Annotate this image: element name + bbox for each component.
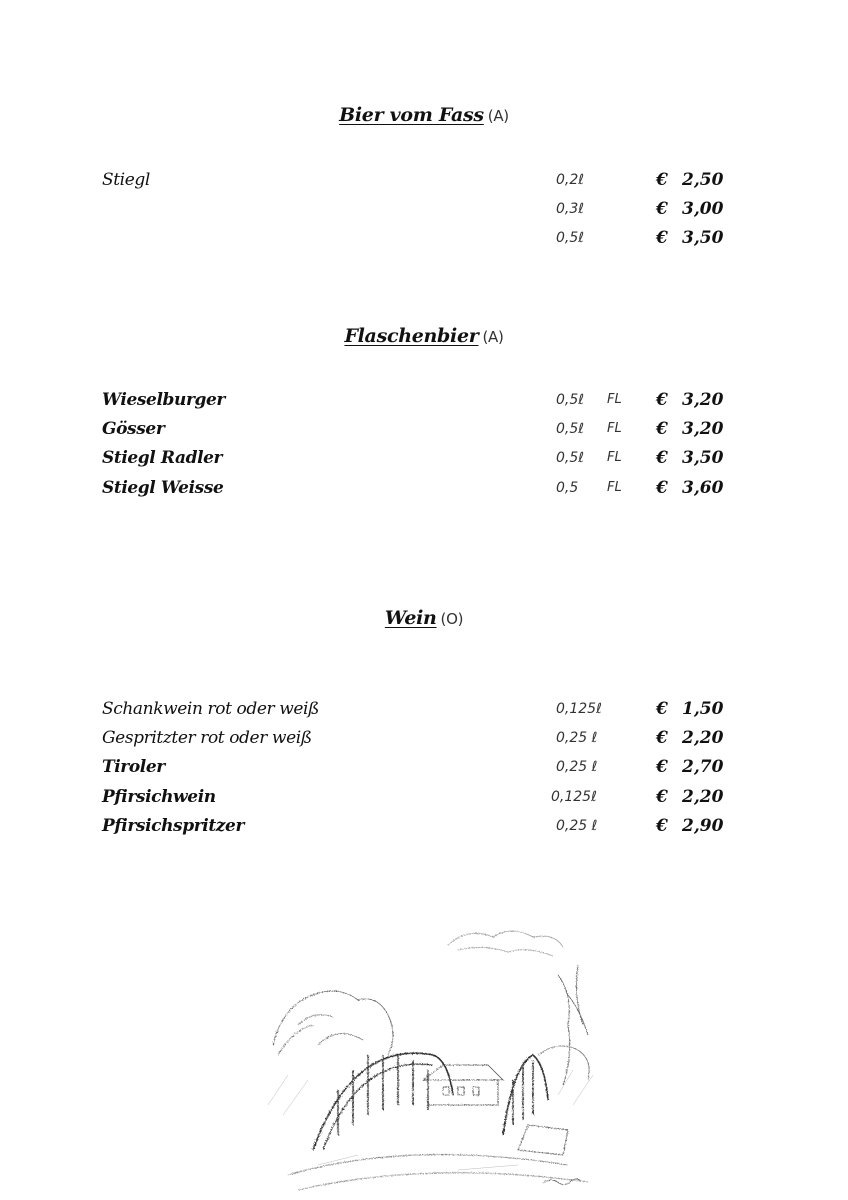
section-title: Bier vom Fass	[339, 104, 484, 126]
item-name: Pfirsichspritzer	[102, 816, 245, 836]
item-price: 3,20	[682, 390, 724, 410]
item-price: 2,90	[682, 816, 724, 836]
currency-symbol: €	[656, 816, 668, 836]
item-name: Pfirsichwein	[102, 787, 216, 807]
section-title: Wein	[384, 607, 437, 629]
menu-row	[0, 757, 848, 783]
item-volume: 0,2ℓ	[556, 172, 585, 188]
item-price: 1,50	[682, 699, 724, 719]
item-volume: 0,5ℓ	[556, 392, 585, 408]
menu-row	[0, 448, 848, 474]
item-volume: 0,5	[556, 480, 579, 496]
menu-row	[0, 728, 848, 754]
menu-row	[0, 390, 848, 416]
item-name: Schankwein rot oder weiß	[102, 699, 320, 719]
item-name: Gösser	[102, 419, 165, 439]
currency-symbol: €	[656, 199, 668, 219]
menu-row	[0, 199, 848, 225]
item-volume: 0,25 ℓ	[556, 759, 598, 775]
item-name: Stiegl Weisse	[102, 478, 224, 498]
item-price: 3,00	[682, 199, 724, 219]
menu-row	[0, 228, 848, 254]
currency-symbol: €	[656, 448, 668, 468]
item-unit: FL	[607, 450, 622, 465]
item-unit: FL	[607, 421, 622, 436]
item-name: Gespritzter rot oder weiß	[102, 728, 312, 748]
item-price: 3,20	[682, 419, 724, 439]
item-price: 3,50	[682, 228, 724, 248]
item-price: 3,50	[682, 448, 724, 468]
currency-symbol: €	[656, 728, 668, 748]
currency-symbol: €	[656, 170, 668, 190]
item-volume: 0,125ℓ	[551, 789, 597, 805]
item-volume: 0,5ℓ	[556, 450, 585, 466]
menu-row	[0, 816, 848, 842]
currency-symbol: €	[656, 228, 668, 248]
item-name: Stiegl	[102, 170, 150, 190]
item-price: 2,20	[682, 728, 724, 748]
allergen-code: (A)	[487, 107, 509, 125]
currency-symbol: €	[656, 757, 668, 777]
allergen-code: (A)	[482, 328, 504, 346]
menu-row	[0, 787, 848, 813]
currency-symbol: €	[656, 699, 668, 719]
item-name: Stiegl Radler	[102, 448, 223, 468]
section-heading-flasche	[0, 325, 848, 347]
item-price: 3,60	[682, 478, 724, 498]
currency-symbol: €	[656, 478, 668, 498]
currency-symbol: €	[656, 787, 668, 807]
menu-row	[0, 170, 848, 196]
menu-row	[0, 478, 848, 504]
currency-symbol: €	[656, 419, 668, 439]
allergen-code: (O)	[440, 610, 464, 628]
item-volume: 0,25 ℓ	[556, 818, 598, 834]
menu-row	[0, 419, 848, 445]
item-price: 2,50	[682, 170, 724, 190]
item-name: Tiroler	[102, 757, 165, 777]
bridge-sketch-icon	[258, 905, 608, 1200]
item-volume: 0,3ℓ	[556, 201, 585, 217]
item-unit: FL	[607, 480, 622, 495]
item-volume: 0,25 ℓ	[556, 730, 598, 746]
item-name: Wieselburger	[102, 390, 225, 410]
item-volume: 0,125ℓ	[556, 701, 602, 717]
item-unit: FL	[607, 392, 622, 407]
currency-symbol: €	[656, 390, 668, 410]
item-price: 2,20	[682, 787, 724, 807]
item-volume: 0,5ℓ	[556, 230, 585, 246]
section-title: Flaschenbier	[344, 325, 479, 347]
item-volume: 0,5ℓ	[556, 421, 585, 437]
item-price: 2,70	[682, 757, 724, 777]
menu-row	[0, 699, 848, 725]
section-heading-wein	[0, 607, 848, 629]
section-heading-fass	[0, 104, 848, 126]
